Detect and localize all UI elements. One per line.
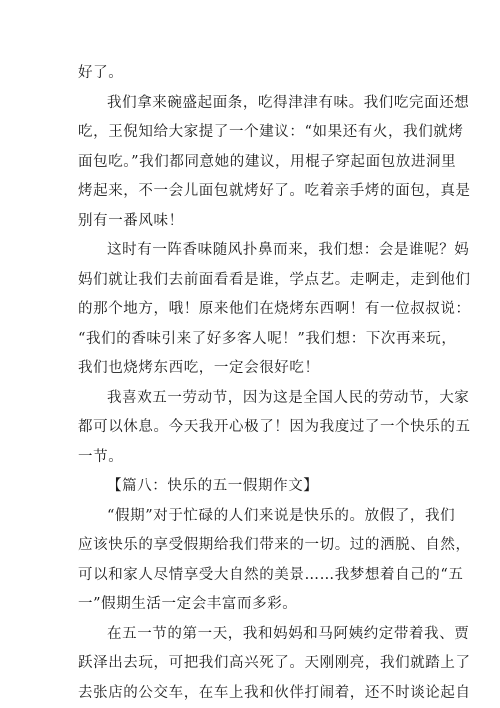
paragraph-start-line: 这时有一阵香味随风扑鼻而来，我们想：会是谁呢？妈: [78, 236, 424, 266]
text-line: 可以和家人尽情享受大自然的美景……我梦想着自己的“五: [78, 561, 424, 591]
text-line: “我们的香味引来了好多客人呢！”我们想：下次再来玩，: [78, 325, 424, 355]
paragraph-start-line: 在五一节的第一天，我和妈妈和马阿姨约定带着我、贾: [78, 620, 424, 650]
paragraph-start-line: 我喜欢五一劳动节，因为这是全国人民的劳动节，大家: [78, 384, 424, 414]
text-line: 去张店的公交车，在车上我和伙伴打闹着，还不时谈论起自: [78, 679, 424, 708]
paragraph-start-line: “假期”对于忙碌的人们来说是快乐的。放假了，我们: [78, 502, 424, 532]
essay-text-block: [78, 59, 424, 708]
text-line: 别有一番风味！: [78, 207, 424, 237]
text-line: 都可以休息。今天我开心极了！因为我度过了一个快乐的五: [78, 413, 424, 443]
text-line: 的那个地方，哦！原来他们在烧烤东西啊！有一位叔叔说：: [78, 295, 424, 325]
text-line: 一”假期生活一定会丰富而多彩。: [78, 590, 424, 620]
text-line: 妈们就让我们去前面看看是谁，学点艺。走啊走，走到他们: [78, 266, 424, 296]
text-line: 一节。: [78, 443, 424, 473]
paragraph-start-line: 我们拿来碗盛起面条，吃得津津有味。我们吃完面还想: [78, 89, 424, 119]
text-line: 烤起来，不一会儿面包就烤好了。吃着亲手烤的面包，真是: [78, 177, 424, 207]
section-heading: 【篇八：快乐的五一假期作文】: [78, 472, 424, 502]
text-line: 应该快乐的享受假期给我们带来的一切。过的洒脱、自然，: [78, 531, 424, 561]
text-line: 跃泽出去玩，可把我们高兴死了。天刚刚亮，我们就踏上了: [78, 649, 424, 679]
text-line: 吃，王倪知给大家提了一个建议：“如果还有火，我们就烤: [78, 118, 424, 148]
text-line: 我们也烧烤东西吃，一定会很好吃！: [78, 354, 424, 384]
text-line: 好了。: [78, 59, 424, 89]
text-line: 面包吃。”我们都同意她的建议，用棍子穿起面包放进洞里: [78, 148, 424, 178]
